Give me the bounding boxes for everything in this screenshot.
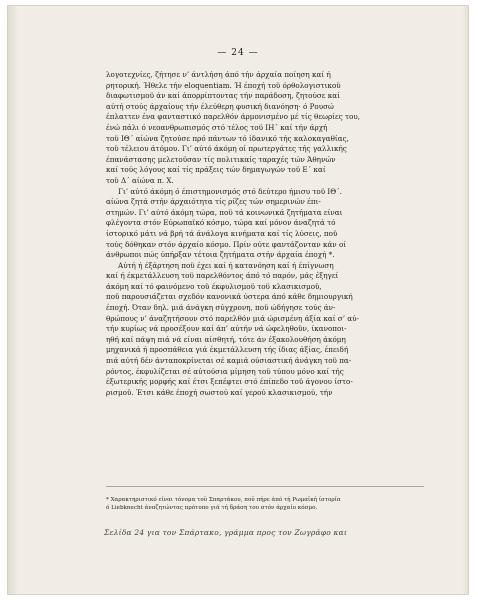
- text-line: ρισμοϋ. Έτσι κάθε έποχή σωστού καί γερού κλασικισμού, τήν: [106, 387, 333, 397]
- text-line: τοϋ Δ΄ αίώνα π. Χ.: [106, 175, 174, 185]
- text-line: στημών. Γι’ αύτό άκόμη τώρα, ποϋ τά κοινωνικά ζητήματα είναι: [106, 207, 343, 217]
- text-line: ρόντος, έκφυλίζεται σέ αύτούσια μίμηση τοϋ τύπου μόνο καί τής: [106, 366, 344, 376]
- page-edge-shadow: [462, 6, 468, 594]
- text-line: φλέγοντα στόν Εύρωπαϊκό κόσμο, τώρα καί μόνον άναζητά τό: [106, 218, 336, 228]
- footnote: [106, 496, 424, 512]
- footnote-line: * Χαρακτηριστικό είναι τόνομα τοϋ Σπαρτάκου, ποϋ πήρε άπό τή Ρωμαϊκή ίστορία: [106, 497, 341, 503]
- page-spine-shadow: [8, 6, 18, 594]
- text-line: λογοτεχνίες, ζήτησε ν’ άντλήση άπό τήν άρχαία ποίηση καί ή: [106, 70, 331, 79]
- body-text: [106, 70, 424, 398]
- text-line: έπανάστασης μελετοϋσαν τίς πολιτικαίς ταραχές τών Άθηνών: [106, 154, 336, 164]
- text-line: έπλαττεν ένα φανταστικό παρελθόν άρμονισμένο μέ τίς θεωρίες του,: [106, 112, 360, 122]
- text-line: καί ή έκμετάλλευση τοϋ παρελθόντος άπό τό παρόν, μάς έξηγεί: [106, 271, 339, 281]
- text-line: ίστορικό μάτι νά βρή τά άνάλογα κινήματα καί τίς λύσεις, ποϋ: [106, 228, 338, 238]
- text-line: τούς δόθηκαν στόν άρχαίο κόσμο. Πρίν ούτε φαντάζονταν κάν οί: [106, 239, 347, 249]
- text-line: άκόμη καί τό φαινόμενο τοϋ έκφυλισμοϋ τοϋ κλασικισμοϋ,: [106, 281, 322, 291]
- document-page: [8, 6, 468, 594]
- text-line: τοϋ τέλειου άτόμου. Γι’ αύτό άκόμη οί πρωτεργάτες τής γαλλικής: [106, 144, 347, 154]
- text-line: τοϋ ΙΘ΄ αίώνα ζητούσε πρό πάντων τό ίδανικό τής καλοκαγαθίας,: [106, 133, 349, 143]
- footnote-divider: [106, 486, 424, 487]
- text-line: αύτή στούς άρχαίους τήν έλεύθερη φυσική διανόηση· ό Ρουσώ: [106, 101, 334, 111]
- text-line: καί τούς λόγους καί τίς πράξεις τών δημαγωγών τοϋ Ε΄ καί: [106, 165, 326, 175]
- text-line: τήν κυρίως νά προσέξουν καί άπ’ αύτήν νά ώφεληθοϋν, ίκανοποι-: [106, 324, 347, 334]
- footnote-line: ό Liebknecht άναζητώντας πρότυπο γιά τή δράση του στόν άρχαίο κόσμο.: [106, 505, 318, 511]
- handwritten-note: Σελίδα 24 για τον Σπάρτακο, γράμμα προς τον Ζωγράφο και: [104, 528, 348, 537]
- text-line: άνθρωποι πώς ύπήρξαν τέτοια ζητήματα στήν άρχαία έποχή *.: [106, 250, 335, 260]
- text-line: ποϋ παρουσιάζεται σχεδόν κανονικά ύστερα άπό κάθε δημιουργική: [106, 292, 353, 302]
- text-line: Γι’ αύτό άκόμη ό έπιστημονισμός στό δεύτερο ήμισυ τοϋ ΙΘ΄.: [118, 186, 342, 196]
- text-line: πιά αύτή δέν άνταποκρίνεται σέ καμιά ούσιαστική άνάγκη τοϋ πα-: [106, 356, 352, 366]
- page-number-header: — 24 —: [217, 48, 259, 58]
- text-line: θρώπους ν’ άναζητήσουν στό παρελθόν μιά ώρισμένη άξία καί σ’ αύ-: [106, 313, 359, 323]
- text-line: διαφωτισμοϋ άν καί άπορρίπτοντας τήν παράδοση, ζητούσε καί: [106, 91, 340, 101]
- text-line: ρητορική. Ήθελε τήν eloquentiam. Ή έποχή τοϋ όρθολογιστικοϋ: [106, 80, 341, 90]
- text-line: ένώ πάλι ό νεοανθρωπισμός στό τέλος τοϋ ΙΗ΄ καί τήν άρχή: [106, 122, 328, 132]
- text-line: αίώνα ζητά στήν άρχαιότητα τίς ρίζες τών σημερινών έπι-: [106, 197, 321, 207]
- text-line: μηχανικά ή προσπάθεια γιά έκμετάλλευση τής ίδιας άξίας, έπειδή: [106, 345, 349, 355]
- text-line: έξωτερικής μορφής καί έτσι ξεπέφτει στό έπίπεδο τοϋ άγονου ίστο-: [106, 377, 353, 387]
- text-line: ηθή καί πάψη πιά νά είναι αίσθητή, τότε άν έξακολουθήση άκόμη: [106, 334, 346, 344]
- text-line: Αύτή ή έξάρτηση ποϋ έχει καί ή κατανόηση καί ή έπίγνωση: [118, 260, 334, 270]
- text-line: έποχή. Όταν δηλ. μιά άνάγκη σύγχρονη, ποϋ ώδήγησε τούς άν-: [106, 303, 336, 313]
